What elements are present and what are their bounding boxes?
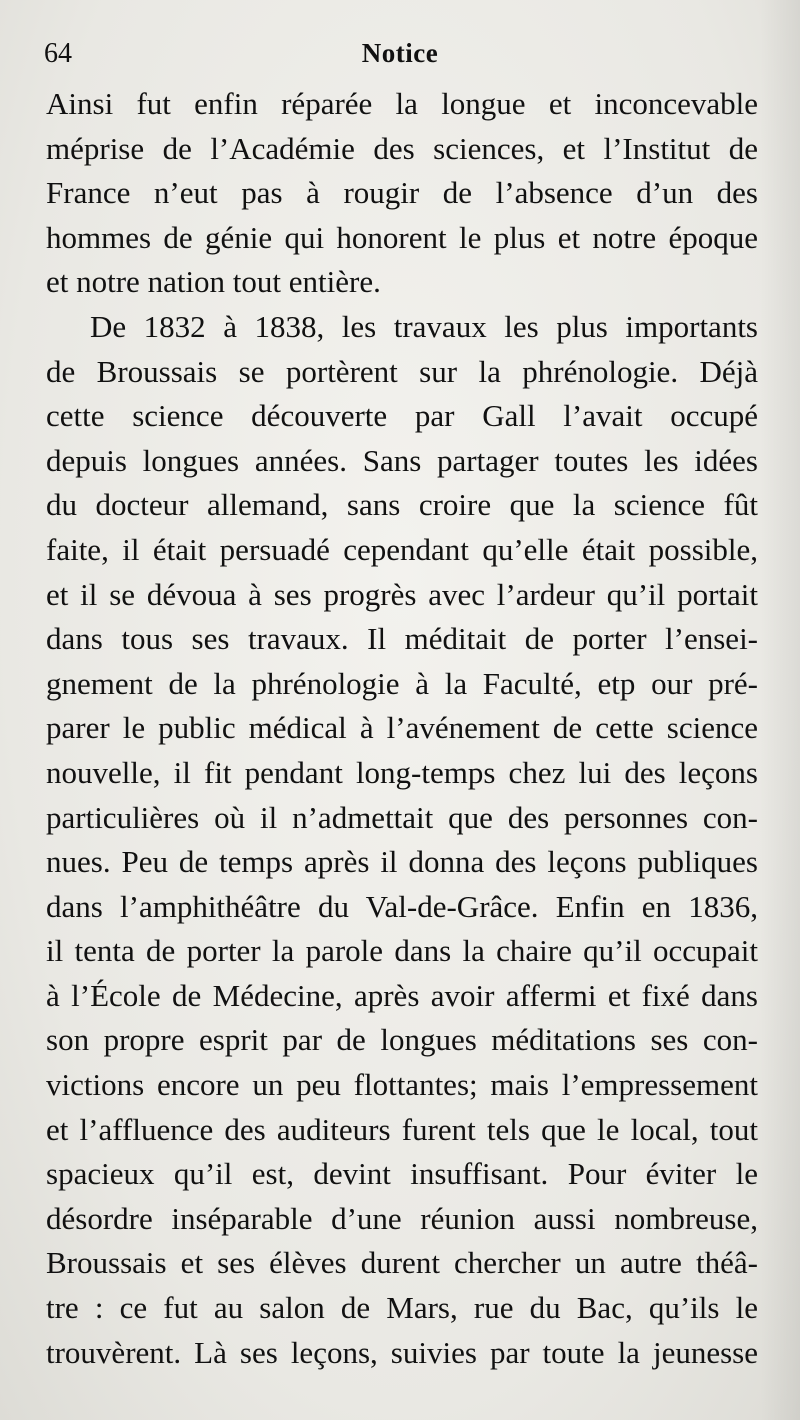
text-line: spacieux qu’il est, devint insuffisant. Pour éviter le: [46, 1156, 758, 1192]
text-line: dans l’amphithéâtre du Val-de-Grâce. Enfin en 1836,: [46, 888, 758, 924]
text-line: du docteur allemand, sans croire que la science fût: [46, 487, 758, 523]
text-line: hommes de génie qui honorent le plus et notre époque: [46, 219, 758, 255]
text-line: dans tous ses travaux. Il méditait de porter l’ensei-: [46, 621, 758, 657]
text-line: parer le public médical à l’avénement de cette science: [46, 710, 758, 746]
text-line: nues. Peu de temps après il donna des leçons publiques: [46, 844, 758, 880]
text-line: depuis longues années. Sans partager toutes les idées: [46, 442, 758, 478]
text-line: nouvelle, il fit pendant long-temps chez lui des leçons: [46, 754, 758, 790]
text-line: à l’École de Médecine, après avoir affermi et fixé dans: [46, 977, 758, 1013]
text-line: méprise de l’Académie des sciences, et l’Institut de: [46, 130, 758, 166]
page-edge-shadow: [760, 0, 800, 1420]
page-header: [40, 36, 760, 76]
text-line: Ainsi fut enfin réparée la longue et inconcevable: [46, 86, 758, 121]
text-line: et l’affluence des auditeurs furent tels que le local, tout: [46, 1111, 758, 1147]
text-line: de Broussais se portèrent sur la phrénologie. Déjà: [46, 353, 758, 389]
text-line: De 1832 à 1838, les travaux les plus importants: [90, 308, 758, 344]
page-number: 64: [44, 38, 72, 69]
text-line: particulières où il n’admettait que des personnes con-: [46, 799, 758, 835]
text-line: il tenta de porter la parole dans la chaire qu’il occupait: [46, 933, 758, 969]
text-line: faite, il était persuadé cependant qu’elle était possible,: [46, 531, 758, 567]
running-title: Notice: [361, 38, 439, 68]
text-line: France n’eut pas à rougir de l’absence d’un des: [46, 175, 758, 211]
paragraph-1: [46, 82, 758, 305]
text-line: et il se dévoua à ses progrès avec l’ardeur qu’il portait: [46, 576, 758, 612]
text-line: trouvèrent. Là ses leçons, suivies par toute la jeunesse: [46, 1334, 758, 1370]
text-line: victions encore un peu flottantes; mais l’empressement: [46, 1067, 758, 1103]
text-line: désordre inséparable d’une réunion aussi nombreuse,: [46, 1200, 758, 1236]
text-line: cette science découverte par Gall l’avait occupé: [46, 398, 758, 434]
paragraph-2: [46, 305, 758, 1375]
text-line: gnement de la phrénologie à la Faculté, etp our pré-: [46, 665, 758, 701]
text-line: son propre esprit par de longues méditations ses con-: [46, 1022, 758, 1058]
text-line: tre : ce fut au salon de Mars, rue du Bac, qu’ils le: [46, 1290, 758, 1326]
body-text: [46, 82, 758, 1375]
text-line: Broussais et ses élèves durent chercher un autre théâ-: [46, 1245, 758, 1281]
text-line: et notre nation tout entière.: [46, 264, 381, 300]
